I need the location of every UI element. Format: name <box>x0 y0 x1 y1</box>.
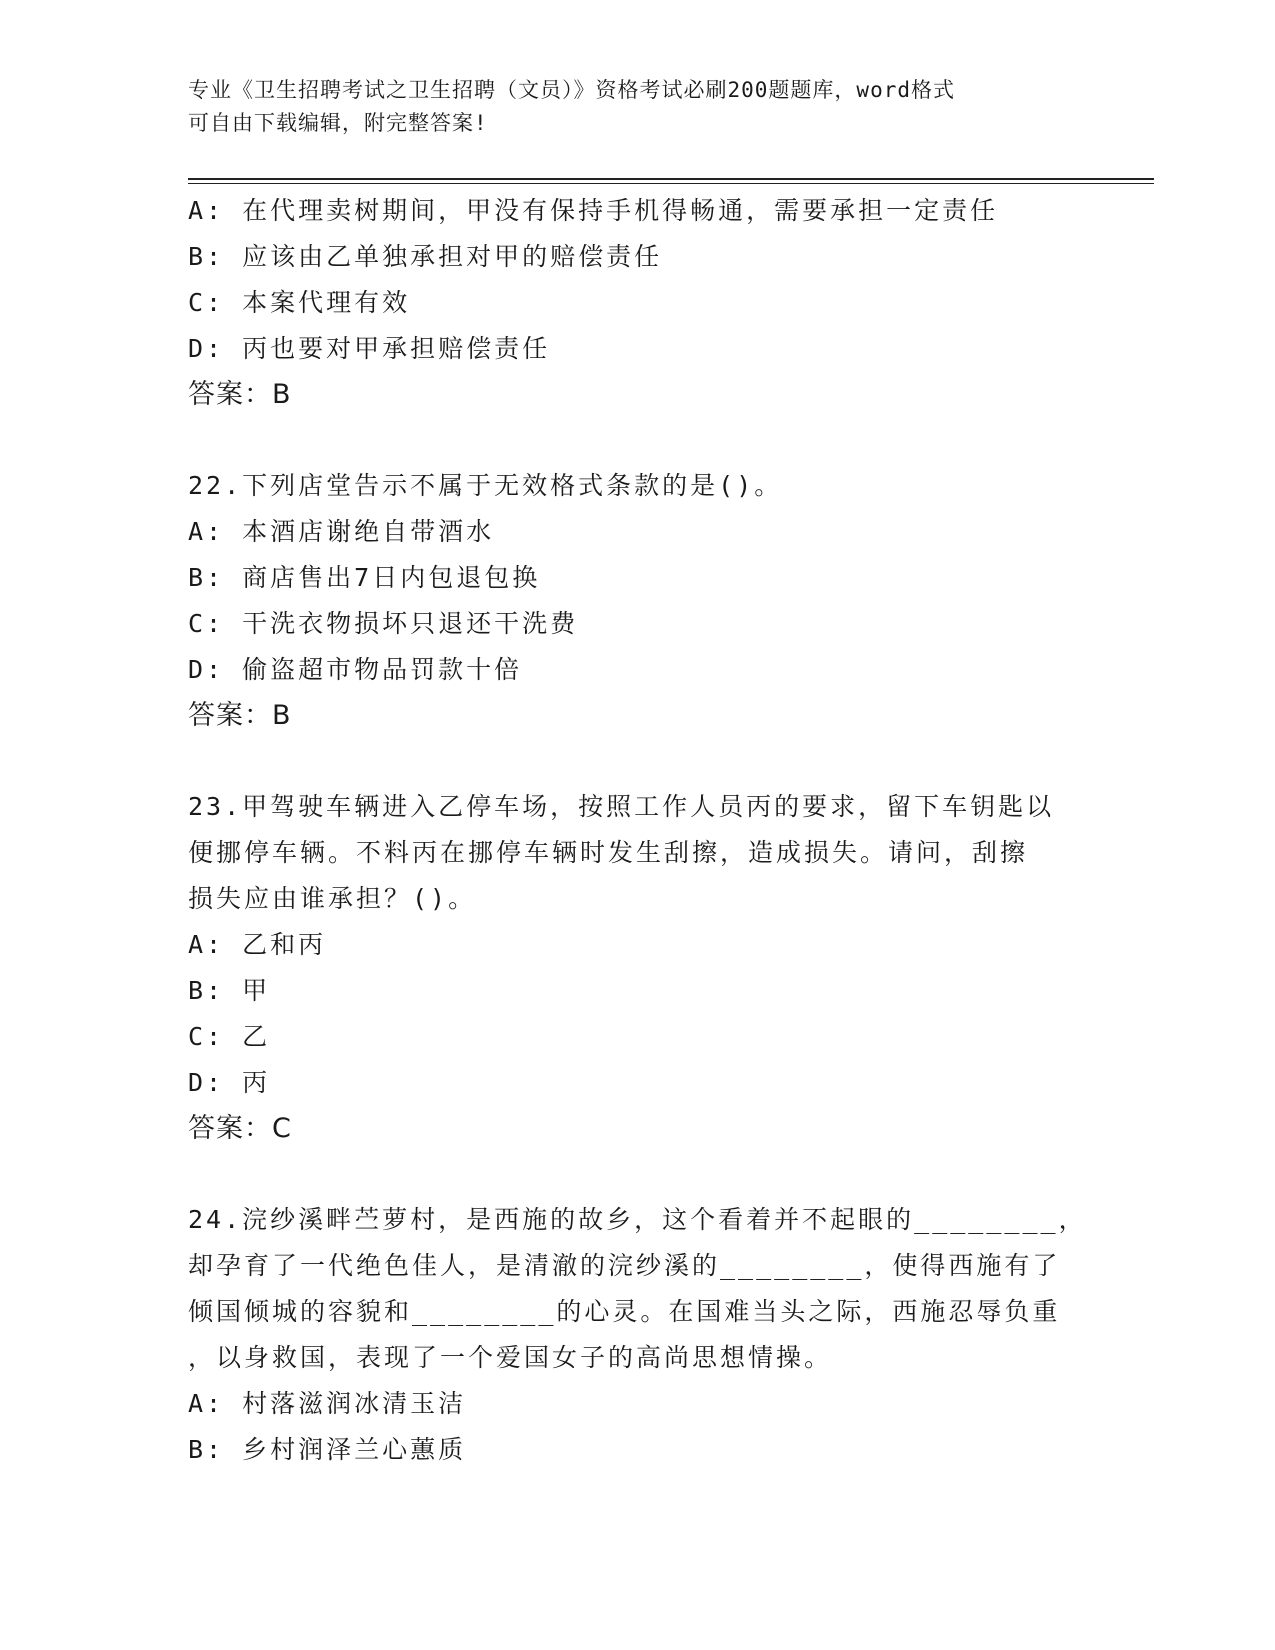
header-divider-thick <box>188 178 1154 180</box>
answer-line: 答案：B <box>188 379 292 410</box>
question-stem-line: 23.甲驾驶车辆进入乙停车场，按照工作人员丙的要求，留下车钥匙以 <box>188 792 1055 821</box>
document-header <box>188 74 1068 140</box>
question-stem-line: 便挪停车辆。不料丙在挪停车辆时发生刮擦，造成损失。请问，刮擦 <box>188 838 1029 867</box>
question-23 <box>188 784 1088 1152</box>
header-line-2: 可自由下载编辑，附完整答案! <box>188 111 488 135</box>
option-a: A: 在代理卖树期间，甲没有保持手机得畅通，需要承担一定责任 <box>188 196 999 225</box>
question-list <box>188 188 1088 1473</box>
spacer <box>188 739 1088 784</box>
option-c: C: 干洗衣物损坏只退还干洗费 <box>188 609 579 638</box>
spacer <box>188 1152 1088 1197</box>
option-b: B: 应该由乙单独承担对甲的赔偿责任 <box>188 242 663 271</box>
option-d: D: 丙 <box>188 1068 271 1097</box>
question-stem-line: 损失应由谁承担？()。 <box>188 884 477 913</box>
header-divider-thin <box>188 183 1154 184</box>
question-21-continued <box>188 188 1088 418</box>
question-stem: 22.下列店堂告示不属于无效格式条款的是()。 <box>188 471 783 500</box>
option-c: C: 本案代理有效 <box>188 288 411 317</box>
spacer <box>188 418 1088 463</box>
header-line-1: 专业《卫生招聘考试之卫生招聘（文员）》资格考试必刷200题题库，word格式 <box>188 78 955 102</box>
option-b: B: 乡村润泽兰心蕙质 <box>188 1435 467 1464</box>
option-b: B: 甲 <box>188 976 271 1005</box>
option-b: B: 商店售出7日内包退包换 <box>188 563 541 592</box>
option-a: A: 乙和丙 <box>188 930 327 959</box>
question-stem-line: 却孕育了一代绝色佳人，是清澈的浣纱溪的________，使得西施有了 <box>188 1251 1061 1280</box>
option-a: A: 村落滋润冰清玉洁 <box>188 1389 467 1418</box>
option-d: D: 偷盗超市物品罚款十倍 <box>188 655 523 684</box>
option-d: D: 丙也要对甲承担赔偿责任 <box>188 334 551 363</box>
question-stem-line: ，以身救国，表现了一个爱国女子的高尚思想情操。 <box>188 1343 833 1372</box>
question-22 <box>188 463 1088 739</box>
question-stem-line: 倾国倾城的容貌和________的心灵。在国难当头之际，西施忍辱负重 <box>188 1297 1061 1326</box>
question-24 <box>188 1197 1088 1473</box>
option-a: A: 本酒店谢绝自带酒水 <box>188 517 495 546</box>
option-c: C: 乙 <box>188 1022 271 1051</box>
answer-line: 答案：B <box>188 700 292 731</box>
question-stem-line: 24.浣纱溪畔苎萝村，是西施的故乡，这个看着并不起眼的________， <box>188 1205 1087 1234</box>
answer-line: 答案：C <box>188 1113 292 1144</box>
